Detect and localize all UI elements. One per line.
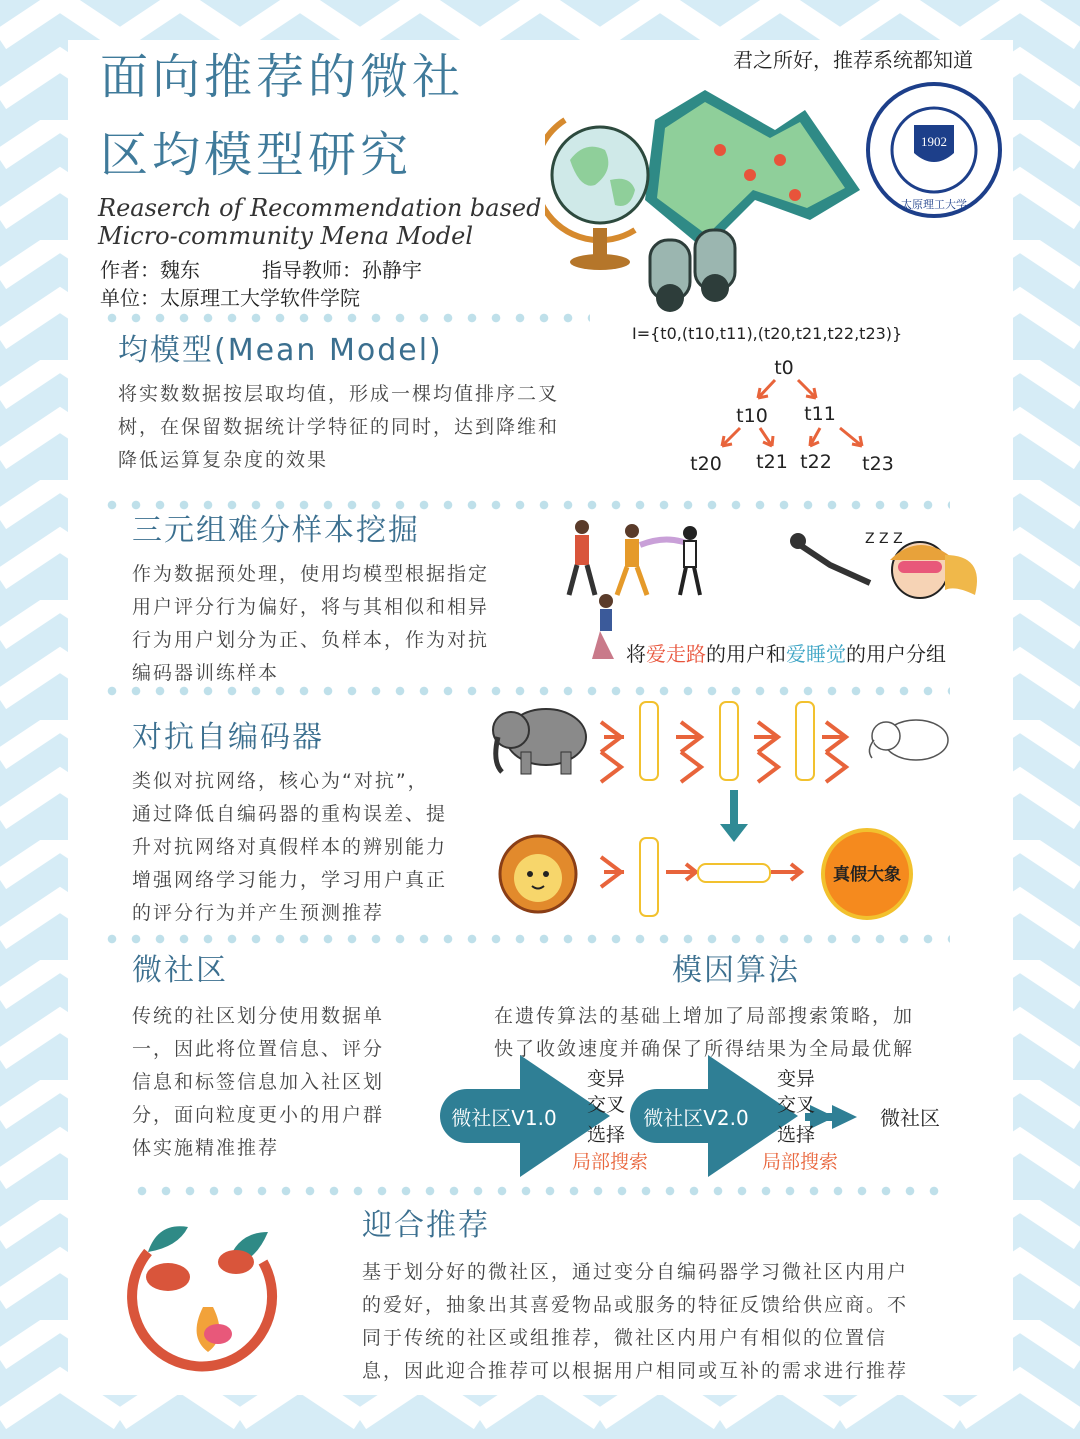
- triplet-caption: 将爱走路的用户和爱睡觉的用户分组: [626, 642, 946, 666]
- title-line1: 面向推荐的微社: [100, 49, 465, 105]
- local-search-1: 局部搜索: [571, 1151, 649, 1173]
- slogan: 君之所好，推荐系统都知道: [733, 48, 973, 72]
- encoder-layers: [640, 702, 814, 780]
- meme-text: 在遗传算法的基础上增加了局部搜索策略，加 快了收敛速度并确保了所得结果为全局最优解: [494, 1005, 915, 1060]
- birds-circle-icon: [118, 1212, 293, 1372]
- adversarial-autoencoder-diagram: [486, 692, 976, 932]
- map-icon: [645, 90, 860, 250]
- micro-heading: 微社区: [132, 953, 228, 988]
- local-search-2: 局部搜索: [761, 1151, 839, 1173]
- english-title-line1: Reaserch of Recommendation based: [98, 194, 542, 222]
- reconstructed-elephant-icon: [869, 720, 948, 760]
- cater-heading: 迎合推荐: [362, 1208, 490, 1243]
- dotted-divider: [100, 313, 590, 323]
- triplet-text: 作为数据预处理，使用均模型根据指定 用户评分行为偏好，将与其相似和相异 行为用户划分为正、负样本，作为对抗 编码器训练样本: [132, 563, 490, 684]
- mean-model-heading: 均模型(Mean Model): [118, 333, 443, 368]
- op-selection-1: 选择: [586, 1124, 626, 1146]
- english-title-line2: Micro-community Mena Model: [98, 222, 473, 250]
- tree-formula: I={t0,(t10,t11),(t20,t21,t22,t23)}: [632, 324, 903, 343]
- unit: 单位：太原理工大学软件学院: [100, 286, 360, 310]
- triplet-heading: 三元组难分样本挖掘: [132, 513, 420, 548]
- dotted-divider: [100, 934, 950, 944]
- elephant-icon: [493, 709, 586, 774]
- op-crossover-1: 交叉: [586, 1094, 626, 1116]
- tree-node-t10: t10: [736, 405, 768, 427]
- meme-heading: 模因算法: [672, 953, 800, 988]
- title-line2: 区均模型研究: [100, 127, 413, 183]
- advisor: 指导教师：孙静宇: [262, 258, 422, 282]
- v1-label: 微社区V1.0: [451, 1106, 557, 1130]
- v2-label: 微社区V2.0: [643, 1106, 749, 1130]
- tree-node-t23: t23: [862, 453, 894, 475]
- meme-flow-diagram: [440, 1055, 960, 1180]
- logo-year: 1902: [921, 134, 947, 149]
- final-label: 微社区: [880, 1106, 940, 1130]
- tree-node-t11: t11: [804, 403, 836, 425]
- tree-node-t21: t21: [756, 451, 788, 473]
- university-logo: [862, 80, 1007, 220]
- mean-model-text: 将实数数据按层取均值，形成一棵均值排序二叉 树，在保留数据统计学特征的同时，达到降维和 降低运算复杂度的效果: [118, 383, 560, 471]
- globe-icon: [545, 120, 648, 270]
- globe-map-binoculars-illustration: [545, 80, 865, 330]
- zzz-label: Z Z Z: [865, 531, 903, 547]
- logo-chinese: 太原理工大学: [901, 199, 967, 211]
- op-mutation-1: 变异: [586, 1068, 626, 1090]
- op-mutation-2: 变异: [776, 1068, 816, 1090]
- aae-text: 类似对抗网络，核心为“对抗”， 通过降低自编码器的重构误差、提 升对抗网络对真假样本的辨别能力 增强网络学习能力，学习用户真正 的评分行为并产生预测推荐: [132, 770, 448, 924]
- op-crossover-2: 交叉: [776, 1094, 816, 1116]
- author: 作者：魏东: [100, 258, 200, 282]
- binoculars-icon: [650, 230, 735, 312]
- tree-node-t0: t0: [774, 357, 794, 379]
- discriminator-output-layer: [698, 864, 770, 882]
- tree-node-t22: t22: [800, 451, 832, 473]
- op-selection-2: 选择: [776, 1124, 816, 1146]
- down-arrow-icon: [720, 790, 748, 842]
- cater-text: 基于划分好的微社区，通过变分自编码器学习微社区内用户 的爱好，抽象出其喜爱物品或服务的特征反馈给供应商。不 同于传统的社区或组推荐，微社区内用户有相似的位置信 息，因此迎合推荐可以根据用户相同或互补的需求进行推荐: [362, 1261, 909, 1382]
- discriminator-layer: [640, 838, 658, 916]
- aae-heading: 对抗自编码器: [132, 720, 324, 755]
- real-fake-label: 真假大象: [833, 865, 901, 885]
- sleeping-girl-face-icon: [890, 542, 977, 598]
- mean-tree-diagram: [680, 350, 910, 480]
- tree-node-t20: t20: [690, 453, 722, 475]
- micro-text: 传统的社区划分使用数据单 一，因此将位置信息、评分 信息和标签信息加入社区划 分，面向粒度更小的用户群 体实施精准推荐: [132, 1005, 385, 1159]
- dotted-divider: [130, 1186, 950, 1196]
- lion-icon: [500, 836, 576, 912]
- sleeping-person-icon: [790, 533, 870, 583]
